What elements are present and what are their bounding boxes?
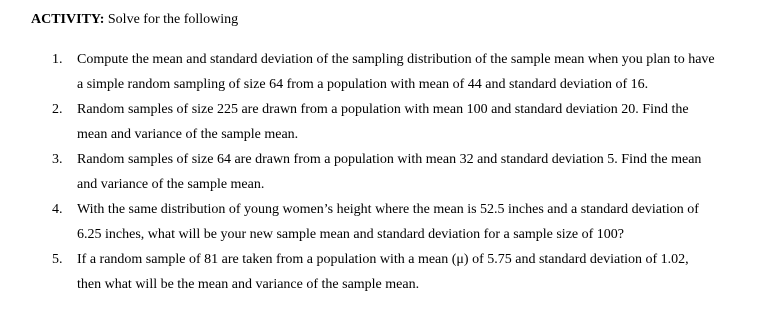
question-text-line: and variance of the sample mean. <box>77 177 265 192</box>
question-item-1 <box>0 47 769 97</box>
question-text-line: Random samples of size 64 are drawn from a population with mean 32 and standard deviation 5. Find the mean <box>77 152 702 167</box>
question-text-line: then what will be the mean and variance of the sample mean. <box>77 277 420 292</box>
question-text-line: 6.25 inches, what will be your new sample mean and standard deviation for a sample size of 100? <box>77 227 625 242</box>
question-text-line: Random samples of size 225 are drawn from a population with mean 100 and standard deviation 20. Find the <box>77 102 689 117</box>
question-number: 5. <box>52 252 63 267</box>
question-number: 4. <box>52 202 63 217</box>
question-item-2 <box>0 97 769 147</box>
question-item-4 <box>0 197 769 247</box>
question-number: 2. <box>52 102 63 117</box>
question-number: 1. <box>52 52 63 67</box>
question-text-line: Compute the mean and standard deviation of the sampling distribution of the sample mean when you plan to have <box>77 52 715 67</box>
activity-heading <box>31 11 238 29</box>
activity-instruction: Solve for the following <box>104 12 239 27</box>
question-text-line: mean and variance of the sample mean. <box>77 127 299 142</box>
question-list <box>0 47 769 297</box>
question-text-line: With the same distribution of young women’s height where the mean is 52.5 inches and a standard deviation of <box>77 202 699 217</box>
question-number: 3. <box>52 152 63 167</box>
question-text-line: a simple random sampling of size 64 from a population with mean of 44 and standard deviation of 16. <box>77 77 649 92</box>
activity-label: ACTIVITY: <box>31 12 105 27</box>
question-item-5 <box>0 247 769 297</box>
question-text-line: If a random sample of 81 are taken from a population with a mean (μ) of 5.75 and standard deviation of 1.02, <box>77 252 689 267</box>
question-item-3 <box>0 147 769 197</box>
